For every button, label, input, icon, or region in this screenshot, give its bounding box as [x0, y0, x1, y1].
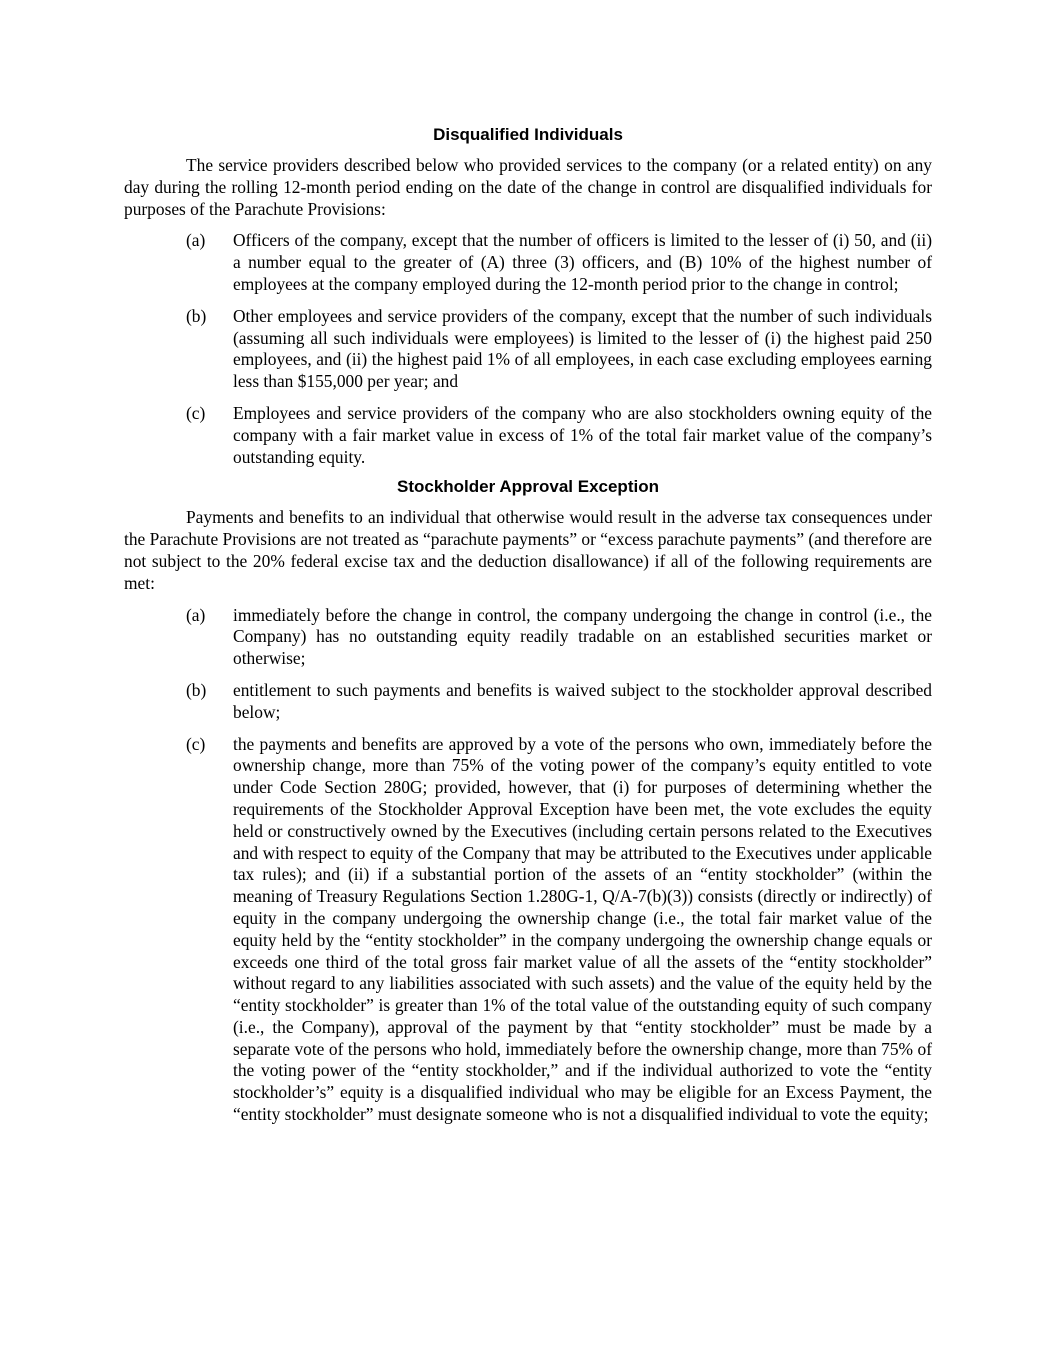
stockholder-requirements-list	[124, 605, 932, 1126]
list-item-text: immediately before the change in control, the company undergoing the change in control (i.e., the Company) has no outstanding equity readily tradable on an established securities market or otherwise;	[233, 604, 932, 669]
list-item-text: Other employees and service providers of the company, except that the number of such individuals (assuming all such individuals were employees) is limited to the lesser of (i) the highest paid 250 employees, and (ii) the highest paid 1% of all employees, in each case excluding employees earning less than $155,000 per year; and	[233, 305, 932, 392]
list-item-text: entitlement to such payments and benefits is waived subject to the stockholder approval described below;	[233, 679, 932, 722]
stockholder-intro-paragraph: Payments and benefits to an individual that otherwise would result in the adverse tax consequences under the Parachute Provisions are not treated as “parachute payments” or “excess parachute payments” (and therefore are not subject to the 20% federal excise tax and the deduction disallowance) if all of the following requirements are met:	[124, 507, 932, 593]
list-marker: (c)	[186, 402, 206, 423]
list-item	[124, 734, 932, 1126]
document-page	[124, 124, 932, 1126]
list-marker: (c)	[186, 733, 206, 754]
list-item-text: Officers of the company, except that the number of officers is limited to the lesser of (i) 50, and (ii) a number equal to the greater of (A) three (3) officers, and (B) 10% of the highest number of employees at the company employed during the 12-month period prior to the change in control;	[233, 230, 932, 294]
list-item	[124, 306, 932, 393]
list-item	[124, 605, 932, 670]
list-item	[124, 403, 932, 468]
list-marker: (b)	[186, 679, 207, 700]
list-item-text: Employees and service providers of the company who are also stockholders owning equity of the company with a fair market value in excess of 1% of the total fair market value of the company’s outstanding equity.	[233, 402, 932, 467]
list-marker: (a)	[186, 230, 206, 251]
list-item-text: the payments and benefits are approved by a vote of the persons who own, immediately before the ownership change, more than 75% of the voting power of the company’s equity entitled to vote under Code Section 280G; provided, however, that (i) for purposes of determining whether the requirements of the Stockholder Approval Exception have been met, the vote excludes the equity held or constructively owned by the Executives (including certain persons related to the Executives and with respect to equity of the Company that may be attributed to the Executives under applicable tax rules); and (ii) if a substantial portion of the assets of an “entity stockholder” (within the meaning of Treasury Regulations Section 1.280G-1, Q/A-7(b)(3)) consists (directly or indirectly) of equity in the company undergoing the ownership change (i.e., the total fair market value of the equity held by the “entity stockholder” in the company undergoing the ownership change equals or exceeds one third of the total gross fair market value of all the assets of the “entity stockholder” without regard to any liabilities associated with such assets) and the value of the equity held by the “entity stockholder” is greater than 1% of the total value of the outstanding equity of such company (i.e., the Company), approval of the payment by that “entity stockholder” must be made by a separate vote of the persons who hold, immediately before the ownership change, more than 75% of the voting power of the “entity stockholder,” and if the individual authorized to vote the “entity stockholder’s” equity is a disqualified individual who may be eligible for an Excess Payment, the “entity stockholder” must designate someone who is not a disqualified individual to vote the equity;	[233, 733, 932, 1125]
list-item	[124, 680, 932, 724]
list-marker: (b)	[186, 305, 207, 326]
section-heading-disqualified-individuals: Disqualified Individuals	[433, 125, 623, 144]
disqualified-intro-paragraph: The service providers described below who provided services to the company (or a related entity) on any day during the rolling 12-month period ending on the date of the change in control are disqualified individuals for purposes of the Parachute Provisions:	[124, 155, 932, 219]
list-marker: (a)	[186, 604, 206, 625]
list-item	[124, 230, 932, 295]
disqualified-list	[124, 230, 932, 468]
section-heading-stockholder-approval-exception: Stockholder Approval Exception	[397, 477, 659, 497]
